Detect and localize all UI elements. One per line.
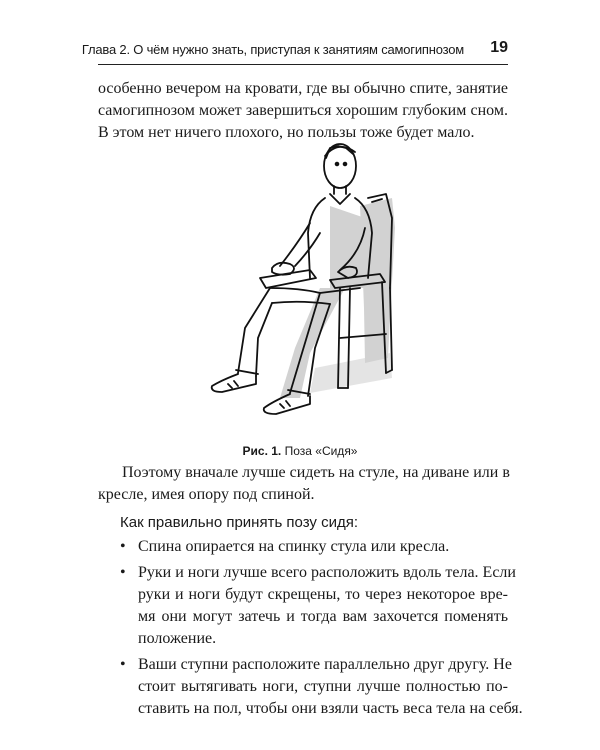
intro-paragraph [98, 78, 508, 144]
page-number: 19 [490, 39, 508, 56]
text-line: самогипнозом может завершиться хорошим глубоким сном. [98, 102, 508, 119]
figure-caption-text: Поза «Сидя» [284, 444, 358, 458]
list-item [98, 536, 508, 558]
text-line: стоит вытягивать ноги, ступни лучше полностью по- [138, 678, 508, 695]
section-heading: Как правильно принять позу сидя: [120, 514, 359, 531]
running-header [81, 36, 508, 65]
list-item [98, 654, 523, 720]
text-line: Ваши ступни расположите параллельно друг другу. Не [138, 656, 512, 673]
second-paragraph [98, 462, 508, 506]
text-line: В этом нет ничего плохого, но пользы тоже будет мало. [98, 124, 475, 141]
text-line: мя они могут затечь и тогда вам захочется поменять [138, 608, 508, 625]
bullet-marker: • [120, 538, 126, 555]
figure-caption [0, 444, 600, 458]
bullet-list [98, 536, 523, 724]
person-sitting-in-armchair-illustration [160, 138, 440, 428]
text-line: руки и ноги будут скрещены, то через некоторое вре- [138, 586, 508, 603]
bullet-marker: • [120, 656, 126, 673]
figure-sitting-pose [160, 138, 440, 428]
figure-label: Рис. 1. [242, 444, 282, 458]
chapter-title: Глава 2. О чём нужно знать, приступая к занятиям самогипнозом [81, 42, 464, 57]
text-line: Спина опирается на спинку стула или кресла. [138, 538, 450, 555]
text-line: кресле, имея опору под спиной. [98, 486, 315, 503]
text-line: ставить на пол, чтобы они взяли часть веса тела на себя. [138, 700, 523, 717]
text-line: Поэтому вначале лучше сидеть на стуле, на диване или в [122, 464, 510, 481]
text-line: Руки и ноги лучше всего расположить вдоль тела. Если [138, 564, 516, 581]
text-line: особенно вечером на кровати, где вы обычно спите, занятие [98, 80, 508, 97]
bullet-marker: • [120, 564, 126, 581]
list-item [98, 562, 516, 650]
text-line: положение. [138, 630, 217, 647]
